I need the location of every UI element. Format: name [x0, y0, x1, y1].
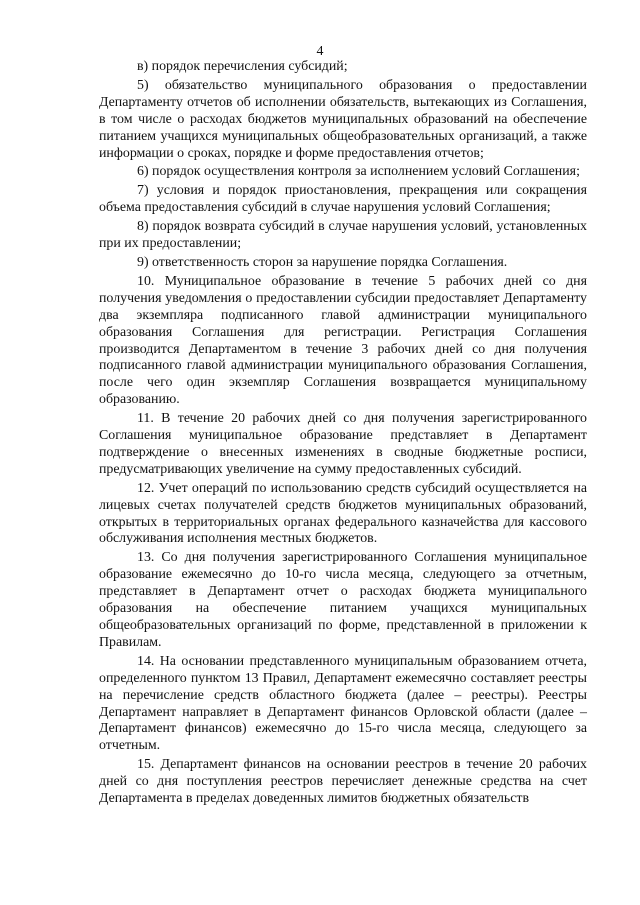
paragraph-clause-9: 9) ответственность сторон за нарушение порядка Соглашения. — [137, 254, 508, 270]
paragraph-clause-6: 6) порядок осуществления контроля за исполнением условий Соглашения; — [137, 164, 580, 180]
page-number: 4 — [316, 44, 324, 59]
paragraph-item-10: 10. Муниципальное образование в течение 5 рабочих дней со дня получения уведомления о предоставлении субсидии предоставляет Департаменту два экземпляра подписанного главой администрации муниципального образования Соглашения для регистрации. Регистрация Соглашения производится Департаментом в течение 3 рабочих дней со дня получения подписанного главой администрации муниципального образования Соглашения, после чего один экземпляр Соглашения возвращается муниципальному образованию. — [99, 273, 587, 408]
paragraph-clause-8: 8) порядок возврата субсидий в случае нарушения условий, установленных при их предоставлении; — [99, 219, 587, 252]
paragraph-clause-5: 5) обязательство муниципального образования о предоставлении Департаменту отчетов об исполнении обязательств, вытекающих из Соглашения, в том числе о расходах бюджетов муниципальных образований на обеспечение питанием учащихся муниципальных общеобразовательных организаций, а также информации о сроках, порядке и форме предоставления отчетов; — [99, 77, 587, 161]
paragraph-item-13: 13. Со дня получения зарегистрированного Соглашения муниципальное образование ежемесячно до 10-го числа месяца, следующего за отчетным, представляет в Департамент отчет о расходах бюджета муниципального образования на обеспечение питанием учащихся муниципальных общеобразовательных организаций по форме, представленной в приложении к Правилам. — [99, 550, 587, 650]
paragraph-clause-7: 7) условия и порядок приостановления, прекращения или сокращения объема предоставления субсидий в случае нарушения условий Соглашения; — [99, 183, 587, 216]
paragraph-clause-v: в) порядок перечисления субсидий; — [137, 59, 348, 74]
paragraph-item-15: 15. Департамент финансов на основании реестров в течение 20 рабочих дней со дня поступления реестров перечисляет денежные средства на счет Департамента в пределах доведенных лимитов бюджетных обязательств — [99, 757, 587, 807]
paragraph-item-11: 11. В течение 20 рабочих дней со дня получения зарегистрированного Соглашения муниципальное образование представляет в Департамент подтверждение о внесенных изменениях в сводные бюджетные росписи, предусматривающих увеличение на сумму предоставленных субсидий. — [99, 411, 587, 477]
paragraph-item-12: 12. Учет операций по использованию средств субсидий осуществляется на лицевых счетах получателей средств бюджетов муниципальных образований, открытых в территориальных органах федерального казначейства для кассового обслуживания исполнения местных бюджетов. — [99, 480, 587, 547]
paragraph-item-14: 14. На основании представленного муниципальным образованием отчета, определенного пунктом 13 Правил, Департамент ежемесячно составляет реестры на перечисление средств областного бюджета (далее – реестры). Реестры Департамент направляет в Департамент финансов Орловской области (далее – Департамент финансов) ежемесячно до 15-го числа месяца, следующего за отчетным. — [99, 653, 587, 754]
document-body — [99, 59, 587, 810]
